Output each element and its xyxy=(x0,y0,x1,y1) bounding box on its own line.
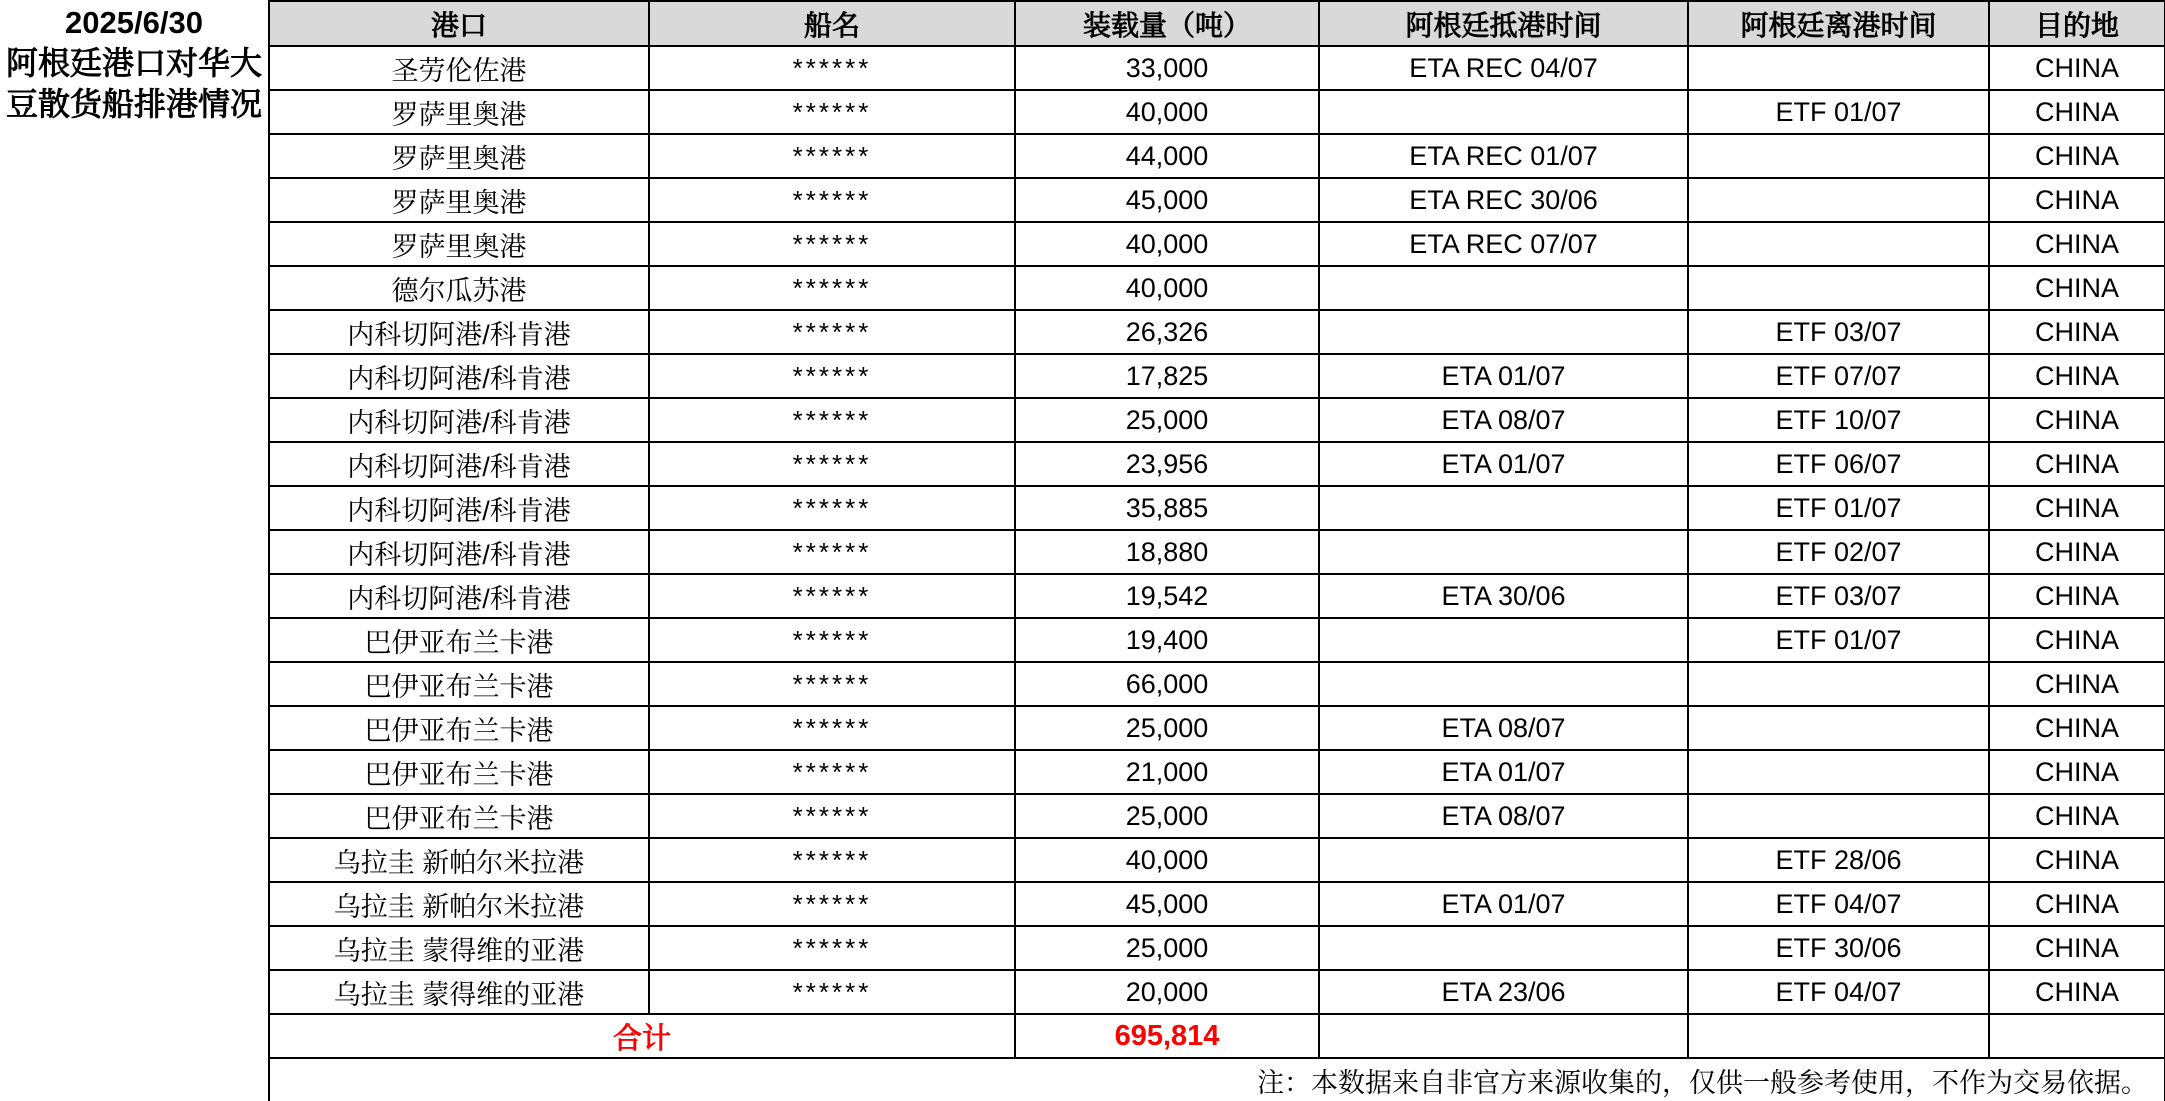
port-cell: 圣劳伦佐港 xyxy=(269,46,649,90)
tons-cell: 23,956 xyxy=(1015,442,1319,486)
arrival-time-cell xyxy=(1319,926,1688,970)
destination-cell: CHINA xyxy=(1989,442,2165,486)
departure-time-cell: ETF 04/07 xyxy=(1688,882,1989,926)
arrival-time-cell: ETA 08/07 xyxy=(1319,706,1688,750)
departure-time-cell xyxy=(1688,134,1989,178)
tons-cell: 25,000 xyxy=(1015,926,1319,970)
table-row xyxy=(0,46,2165,90)
destination-cell: CHINA xyxy=(1989,574,2165,618)
arrival-time-cell: ETA 30/06 xyxy=(1319,574,1688,618)
port-cell: 内科切阿港/科肯港 xyxy=(269,530,649,574)
destination-cell: CHINA xyxy=(1989,794,2165,838)
destination-cell: CHINA xyxy=(1989,926,2165,970)
destination-cell: CHINA xyxy=(1989,266,2165,310)
column-header-arrival: 阿根廷抵港时间 xyxy=(1319,1,1688,46)
arrival-time-cell xyxy=(1319,530,1688,574)
tons-cell: 17,825 xyxy=(1015,354,1319,398)
port-cell: 罗萨里奥港 xyxy=(269,222,649,266)
table-row xyxy=(0,530,2165,574)
port-cell: 德尔瓜苏港 xyxy=(269,266,649,310)
table-row xyxy=(0,706,2165,750)
tons-cell: 35,885 xyxy=(1015,486,1319,530)
arrival-time-cell: ETA 08/07 xyxy=(1319,794,1688,838)
destination-cell: CHINA xyxy=(1989,90,2165,134)
table-row xyxy=(0,486,2165,530)
arrival-time-cell: ETA 01/07 xyxy=(1319,354,1688,398)
destination-cell: CHINA xyxy=(1989,750,2165,794)
tons-cell: 19,400 xyxy=(1015,618,1319,662)
departure-time-cell: ETF 04/07 xyxy=(1688,970,1989,1014)
tons-cell: 44,000 xyxy=(1015,134,1319,178)
destination-cell: CHINA xyxy=(1989,222,2165,266)
ship-name-cell: ****** xyxy=(649,90,1015,134)
ship-name-cell: ****** xyxy=(649,486,1015,530)
departure-time-cell xyxy=(1688,662,1989,706)
table-row xyxy=(0,662,2165,706)
header-row xyxy=(0,1,2165,46)
port-cell: 罗萨里奥港 xyxy=(269,134,649,178)
note-row xyxy=(0,1058,2165,1101)
arrival-time-cell xyxy=(1319,90,1688,134)
port-cell: 内科切阿港/科肯港 xyxy=(269,398,649,442)
total-row xyxy=(0,1014,2165,1058)
departure-time-cell xyxy=(1688,266,1989,310)
port-cell: 巴伊亚布兰卡港 xyxy=(269,794,649,838)
destination-cell: CHINA xyxy=(1989,706,2165,750)
table-row xyxy=(0,266,2165,310)
destination-cell: CHINA xyxy=(1989,178,2165,222)
destination-cell: CHINA xyxy=(1989,486,2165,530)
ship-name-cell: ****** xyxy=(649,266,1015,310)
departure-time-cell xyxy=(1688,222,1989,266)
departure-time-cell: ETF 28/06 xyxy=(1688,838,1989,882)
table-row xyxy=(0,618,2165,662)
ship-name-cell: ****** xyxy=(649,662,1015,706)
port-cell: 内科切阿港/科肯港 xyxy=(269,574,649,618)
tons-cell: 25,000 xyxy=(1015,398,1319,442)
arrival-time-cell xyxy=(1319,266,1688,310)
departure-time-cell: ETF 03/07 xyxy=(1688,310,1989,354)
destination-cell: CHINA xyxy=(1989,618,2165,662)
tons-cell: 19,542 xyxy=(1015,574,1319,618)
table-body xyxy=(0,1,2165,1101)
table-row xyxy=(0,90,2165,134)
table-row xyxy=(0,838,2165,882)
destination-cell: CHINA xyxy=(1989,970,2165,1014)
report-date: 2025/6/30 xyxy=(65,5,203,40)
tons-cell: 45,000 xyxy=(1015,178,1319,222)
arrival-time-cell: ETA 01/07 xyxy=(1319,442,1688,486)
tons-cell: 25,000 xyxy=(1015,794,1319,838)
ship-name-cell: ****** xyxy=(649,706,1015,750)
departure-time-cell: ETF 07/07 xyxy=(1688,354,1989,398)
table-row xyxy=(0,882,2165,926)
table-row xyxy=(0,178,2165,222)
departure-time-cell: ETF 01/07 xyxy=(1688,486,1989,530)
arrival-time-cell: ETA 01/07 xyxy=(1319,882,1688,926)
arrival-time-cell: ETA REC 07/07 xyxy=(1319,222,1688,266)
table-row xyxy=(0,310,2165,354)
arrival-time-cell: ETA REC 30/06 xyxy=(1319,178,1688,222)
tons-cell: 18,880 xyxy=(1015,530,1319,574)
report-title-block xyxy=(0,1,269,1101)
table-row xyxy=(0,970,2165,1014)
column-header-destination: 目的地 xyxy=(1989,1,2165,46)
ship-name-cell: ****** xyxy=(649,970,1015,1014)
destination-cell: CHINA xyxy=(1989,134,2165,178)
departure-time-cell xyxy=(1688,46,1989,90)
ship-name-cell: ****** xyxy=(649,398,1015,442)
ship-name-cell: ****** xyxy=(649,134,1015,178)
table-row xyxy=(0,134,2165,178)
port-cell: 巴伊亚布兰卡港 xyxy=(269,750,649,794)
arrival-time-cell xyxy=(1319,310,1688,354)
port-cell: 罗萨里奥港 xyxy=(269,178,649,222)
departure-time-cell xyxy=(1688,750,1989,794)
departure-time-cell: ETF 30/06 xyxy=(1688,926,1989,970)
port-cell: 乌拉圭 新帕尔米拉港 xyxy=(269,882,649,926)
port-cell: 乌拉圭 蒙得维的亚港 xyxy=(269,926,649,970)
port-cell: 乌拉圭 蒙得维的亚港 xyxy=(269,970,649,1014)
column-header-departure: 阿根廷离港时间 xyxy=(1688,1,1989,46)
tons-cell: 40,000 xyxy=(1015,222,1319,266)
departure-time-cell: ETF 03/07 xyxy=(1688,574,1989,618)
ship-name-cell: ****** xyxy=(649,442,1015,486)
port-cell: 乌拉圭 新帕尔米拉港 xyxy=(269,838,649,882)
table-row xyxy=(0,354,2165,398)
tons-cell: 40,000 xyxy=(1015,90,1319,134)
arrival-time-cell: ETA REC 04/07 xyxy=(1319,46,1688,90)
arrival-time-cell xyxy=(1319,618,1688,662)
ship-name-cell: ****** xyxy=(649,354,1015,398)
column-header-tons: 装载量（吨） xyxy=(1015,1,1319,46)
arrival-time-cell: ETA 08/07 xyxy=(1319,398,1688,442)
port-cell: 内科切阿港/科肯港 xyxy=(269,310,649,354)
arrival-time-cell xyxy=(1319,838,1688,882)
tons-cell: 66,000 xyxy=(1015,662,1319,706)
destination-cell: CHINA xyxy=(1989,530,2165,574)
tons-cell: 40,000 xyxy=(1015,266,1319,310)
total-label: 合计 xyxy=(269,1014,1015,1058)
table-row xyxy=(0,750,2165,794)
arrival-time-cell: ETA REC 01/07 xyxy=(1319,134,1688,178)
departure-time-cell: ETF 01/07 xyxy=(1688,618,1989,662)
destination-cell: CHINA xyxy=(1989,882,2165,926)
destination-cell: CHINA xyxy=(1989,398,2165,442)
total-empty-departure xyxy=(1688,1014,1989,1058)
ship-name-cell: ****** xyxy=(649,530,1015,574)
table-row xyxy=(0,442,2165,486)
ship-name-cell: ****** xyxy=(649,750,1015,794)
table-row xyxy=(0,222,2165,266)
port-cell: 内科切阿港/科肯港 xyxy=(269,442,649,486)
table-row xyxy=(0,398,2165,442)
departure-time-cell: ETF 06/07 xyxy=(1688,442,1989,486)
destination-cell: CHINA xyxy=(1989,354,2165,398)
arrival-time-cell: ETA 01/07 xyxy=(1319,750,1688,794)
ship-name-cell: ****** xyxy=(649,46,1015,90)
ship-name-cell: ****** xyxy=(649,222,1015,266)
ship-name-cell: ****** xyxy=(649,794,1015,838)
ship-name-cell: ****** xyxy=(649,838,1015,882)
destination-cell: CHINA xyxy=(1989,46,2165,90)
port-cell: 内科切阿港/科肯港 xyxy=(269,354,649,398)
port-cell: 罗萨里奥港 xyxy=(269,90,649,134)
port-cell: 内科切阿港/科肯港 xyxy=(269,486,649,530)
tons-cell: 20,000 xyxy=(1015,970,1319,1014)
ship-name-cell: ****** xyxy=(649,618,1015,662)
column-header-ship: 船名 xyxy=(649,1,1015,46)
tons-cell: 25,000 xyxy=(1015,706,1319,750)
departure-time-cell xyxy=(1688,178,1989,222)
departure-time-cell xyxy=(1688,794,1989,838)
port-cell: 巴伊亚布兰卡港 xyxy=(269,662,649,706)
arrival-time-cell xyxy=(1319,486,1688,530)
tons-cell: 26,326 xyxy=(1015,310,1319,354)
table-row xyxy=(0,926,2165,970)
arrival-time-cell xyxy=(1319,662,1688,706)
ship-name-cell: ****** xyxy=(649,926,1015,970)
destination-cell: CHINA xyxy=(1989,662,2165,706)
total-empty-arrival xyxy=(1319,1014,1688,1058)
disclaimer-note: 注：本数据来自非官方来源收集的，仅供一般参考使用，不作为交易依据。 xyxy=(269,1058,2165,1101)
total-empty-destination xyxy=(1989,1014,2165,1058)
departure-time-cell: ETF 02/07 xyxy=(1688,530,1989,574)
tons-cell: 21,000 xyxy=(1015,750,1319,794)
tons-cell: 33,000 xyxy=(1015,46,1319,90)
ship-name-cell: ****** xyxy=(649,178,1015,222)
destination-cell: CHINA xyxy=(1989,310,2165,354)
ship-name-cell: ****** xyxy=(649,882,1015,926)
table-row xyxy=(0,794,2165,838)
departure-time-cell: ETF 10/07 xyxy=(1688,398,1989,442)
arrival-time-cell: ETA 23/06 xyxy=(1319,970,1688,1014)
ship-name-cell: ****** xyxy=(649,574,1015,618)
departure-time-cell: ETF 01/07 xyxy=(1688,90,1989,134)
tons-cell: 40,000 xyxy=(1015,838,1319,882)
column-header-port: 港口 xyxy=(269,1,649,46)
report-title: 阿根廷港口对华大豆散货船排港情况 xyxy=(5,45,262,122)
tons-cell: 45,000 xyxy=(1015,882,1319,926)
port-cell: 巴伊亚布兰卡港 xyxy=(269,706,649,750)
total-tons-value: 695,814 xyxy=(1015,1014,1319,1058)
port-cell: 巴伊亚布兰卡港 xyxy=(269,618,649,662)
departure-time-cell xyxy=(1688,706,1989,750)
ship-name-cell: ****** xyxy=(649,310,1015,354)
table-row xyxy=(0,574,2165,618)
destination-cell: CHINA xyxy=(1989,838,2165,882)
